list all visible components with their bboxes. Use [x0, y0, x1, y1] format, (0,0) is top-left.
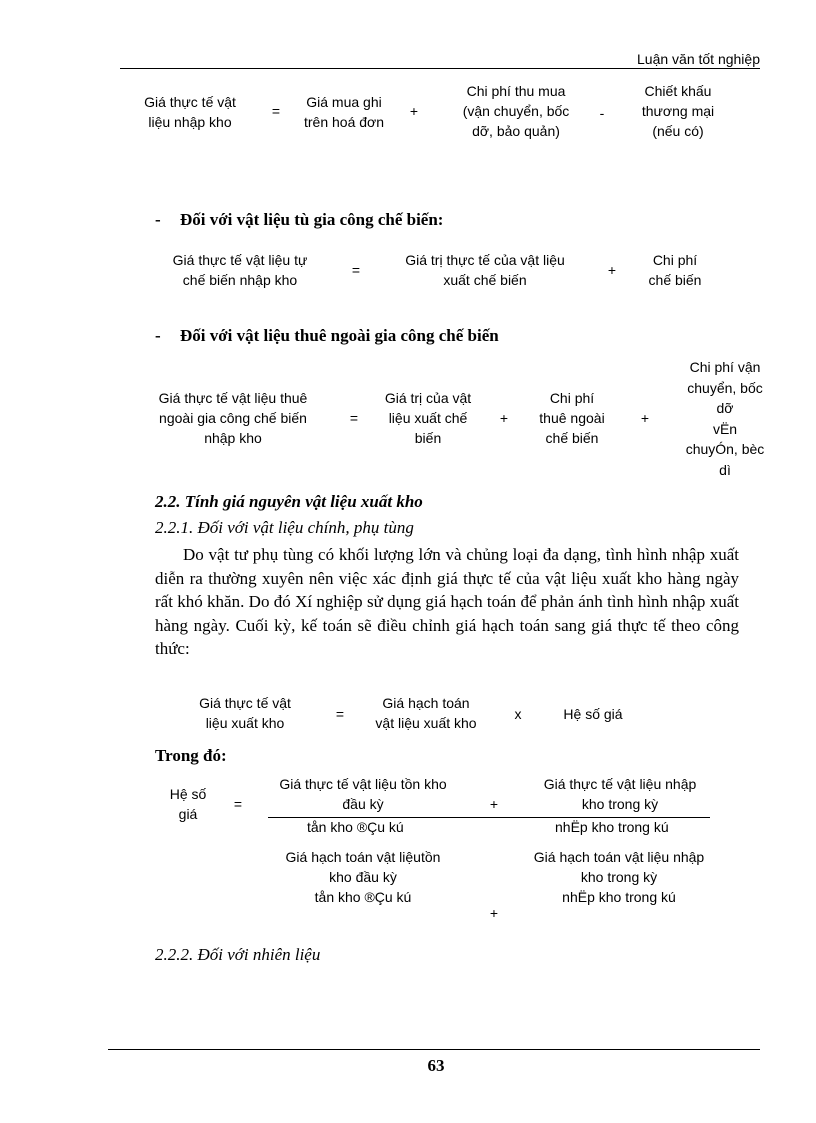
formula4-term-actual-price: Giá thực tế vật liệu xuất kho [199, 695, 291, 731]
bullet-self-processed: Đối với vật liệu tù gia công chế biến: [180, 210, 444, 229]
formula2-term-issued-value: Giá trị thực tế của vật liệu xuất chế biến [405, 252, 565, 288]
section-heading: 2.2. Tính giá nguyên vật liệu xuất kho [155, 492, 423, 511]
header-rule [120, 68, 760, 69]
formula3-plus-1: + [499, 410, 509, 426]
formula4-equals: = [335, 706, 345, 722]
header-title: Luận văn tốt nghiệp [637, 51, 760, 67]
formula4-times: x [514, 706, 522, 722]
bullet-dash: - [155, 326, 161, 345]
subsection-heading-fuel: 2.2.2. Đối với nhiên liệu [155, 945, 321, 964]
bullet-outsourced: Đối với vật liệu thuê ngoài gia công chế biến [180, 326, 499, 345]
formula5-garbled-right: nhËp kho trong kú [555, 819, 669, 835]
where-label: Trong đó: [155, 746, 227, 765]
formula2-term-actual-price: Giá thực tế vật liệu tự chế biến nhập kho [172, 252, 308, 288]
formula1-term-trade-discount: Chiết khấu thương mại (nếu có) [641, 83, 715, 139]
formula2-plus: + [607, 262, 617, 278]
section-paragraph: Do vật tư phụ tùng có khối lượng lớn và chủng loại đa dạng, tình hình nhập xuất diễn ra thường xuyên nên việc xác định giá thực tế của vật liệu xuất kho hàng ngày rất khó khăn. Do đó Xí nghiệp sử dụng giá hạch toán để phản ánh tình hình nhập xuất hàng ngày. Cuối kỳ, kế toán sẽ điều chỉnh giá hạch toán sang giá thực tế theo công thức: [155, 545, 739, 658]
formula1-term-actual-price: Giá thực tế vật liệu nhập kho [144, 94, 236, 130]
formula1-term-invoice-price: Giá mua ghi trên hoá đơn [303, 94, 384, 130]
formula3-term-outsourcing-cost: Chi phí thuê ngoài chế biến [539, 390, 605, 446]
formula5-denominator-plus: + [489, 905, 499, 921]
formula5-numerator-plus: + [489, 796, 499, 812]
formula3-equals: = [349, 410, 359, 426]
formula5-numerator-right: Giá thực tế vật liệu nhập kho trong kỳ [543, 776, 697, 812]
footer-rule [108, 1049, 760, 1050]
formula3-plus-2: + [640, 410, 650, 426]
formula1-equals: = [271, 103, 281, 119]
formula3-term-issued-value: Giá trị của vật liệu xuất chế biến [384, 390, 472, 446]
formula5-denominator-left: Giá hạch toán vật liệutồn kho đầu kỳ tån kho ®Çu kú [285, 849, 441, 905]
formula3-term-transport-cost: Chi phí vận chuyển, bốc dỡ vËn chuyÓn, bèc dì [685, 359, 765, 478]
formula5-lhs: Hệ số giá [169, 786, 207, 822]
formula4-term-price-coefficient: Hệ số giá [563, 706, 623, 722]
subsection-heading: 2.2.1. Đối với vật liệu chính, phụ tùng [155, 518, 414, 537]
formula1-minus: - [599, 105, 605, 121]
formula3-term-actual-price: Giá thực tế vật liệu thuê ngoài gia công chế biến nhập kho [158, 390, 308, 446]
formula5-equals: = [233, 796, 243, 812]
formula5-numerator-left: Giá thực tế vật liệu tồn kho đầu kỳ [279, 776, 447, 812]
formula1-term-purchase-cost: Chi phí thu mua (vận chuyển, bốc dỡ, bảo quản) [462, 83, 570, 139]
formula5-denominator-right: Giá hạch toán vật liệu nhập kho trong kỳ nhËp kho trong kú [533, 849, 705, 905]
bullet-dash: - [155, 210, 161, 229]
formula4-term-book-price: Giá hạch toán vật liệu xuất kho [375, 695, 477, 731]
formula2-equals: = [351, 262, 361, 278]
formula5-garbled-left: tån kho ®Çu kú [307, 819, 404, 835]
page-number: 63 [427, 1056, 445, 1075]
formula1-plus: + [409, 103, 419, 119]
formula2-term-processing-cost: Chi phí chế biến [648, 252, 702, 288]
